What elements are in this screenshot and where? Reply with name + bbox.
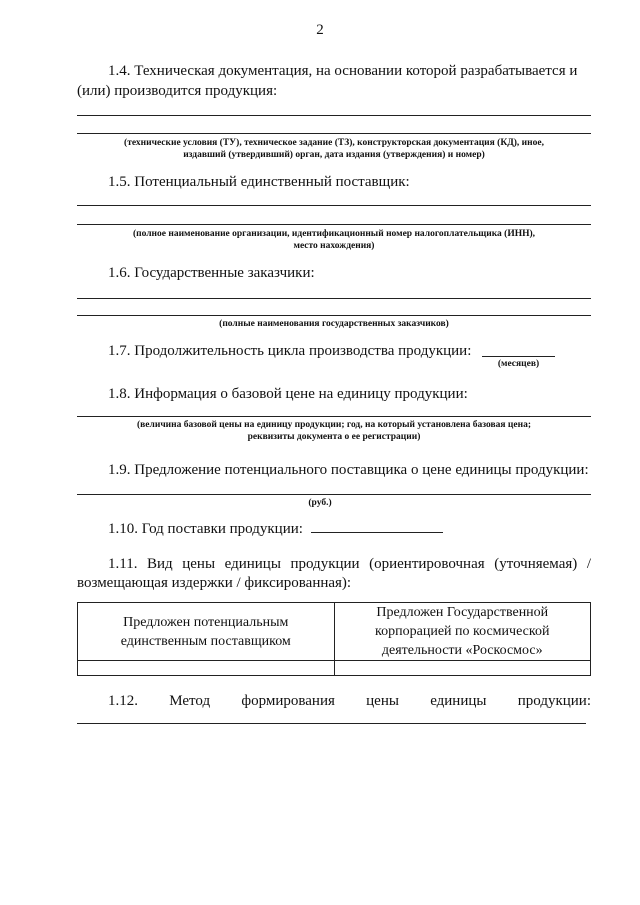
- section-1-5-note-line1: (полное наименование организации, идентификационный номер налогоплательщика (ИНН),: [132, 229, 536, 239]
- section-1-4-line2: (или) производится продукция:: [77, 83, 278, 99]
- section-1-5-text: 1.5. Потенциальный единственный поставщик:: [108, 174, 410, 190]
- section-1-10: [108, 520, 443, 539]
- section-1-6-note: (полные наименования государственных заказчиков): [219, 319, 449, 329]
- section-1-10-text: 1.10. Год поставки продукции:: [108, 521, 303, 537]
- section-1-8-text: 1.8. Информация о базовой цене на единицу продукции:: [108, 386, 468, 402]
- section-1-9-text: 1.9. Предложение потенциального поставщика о цене единицы продукции:: [108, 462, 589, 478]
- fill-line-1-6b[interactable]: [77, 315, 591, 316]
- fill-line-1-4b[interactable]: [77, 133, 591, 134]
- price-table-col2-line1: Предложен Государственной: [376, 605, 549, 620]
- section-1-9-note: (руб.): [308, 498, 332, 508]
- price-table-col2-line3: деятельности «Роскосмос»: [381, 643, 543, 658]
- fill-line-1-8[interactable]: [77, 416, 591, 417]
- fill-line-1-7[interactable]: [482, 356, 555, 357]
- section-1-12-text: 1.12. Метод формирования цены единицы продукции:: [108, 693, 591, 709]
- section-1-7-text: 1.7. Продолжительность цикла производства продукции:: [108, 343, 472, 359]
- section-1-8-note: [77, 419, 591, 443]
- section-1-7-note: (месяцев): [497, 359, 540, 369]
- price-table-col-supplier: [78, 603, 335, 661]
- fill-line-1-5a[interactable]: [77, 205, 591, 206]
- price-type-table: [77, 602, 591, 676]
- page-number: 2: [316, 22, 324, 38]
- section-1-5-note-line2: место нахождения): [293, 241, 375, 251]
- fill-line-1-6a[interactable]: [77, 298, 591, 299]
- section-1-5-note: [77, 228, 591, 252]
- price-table-cell-roscosmos[interactable]: [334, 661, 591, 676]
- section-1-4-line1: 1.4. Техническая документация, на основании которой разрабатывается и: [108, 63, 578, 79]
- section-1-6-text: 1.6. Государственные заказчики:: [108, 265, 315, 281]
- section-1-4-note-line2: издавший (утвердивший) орган, дата издания (утверждения) и номер): [183, 150, 485, 160]
- price-table-cell-supplier[interactable]: [78, 661, 335, 676]
- section-1-4-note-line1: (технические условия (ТУ), техническое задание (ТЗ), конструкторская документация (КД), иное,: [124, 138, 544, 148]
- fill-line-1-12[interactable]: [77, 723, 586, 724]
- fill-line-1-10[interactable]: [311, 532, 443, 533]
- price-table-col1-line2: единственным поставщиком: [120, 633, 291, 649]
- section-1-8-note-line1: (величина базовой цены на единицу продукции; год, на который установлена базовая цена;: [137, 420, 531, 430]
- section-1-11-line1: 1.11. Вид цены единицы продукции (ориентировочная (уточняемая) /: [108, 556, 591, 572]
- fill-line-1-4a[interactable]: [77, 115, 591, 116]
- section-1-11-line2: возмещающая издержки / фиксированная):: [77, 575, 352, 591]
- fill-line-1-9[interactable]: [77, 494, 591, 495]
- section-1-4-note: [77, 137, 591, 161]
- price-table-col2-line2: корпорацией по космической: [375, 624, 550, 639]
- section-1-8-note-line2: реквизиты документа о ее регистрации): [247, 432, 421, 442]
- price-table-col-roscosmos: [334, 603, 591, 661]
- fill-line-1-5b[interactable]: [77, 224, 591, 225]
- price-table-col1-line1: Предложен потенциальным: [123, 614, 289, 630]
